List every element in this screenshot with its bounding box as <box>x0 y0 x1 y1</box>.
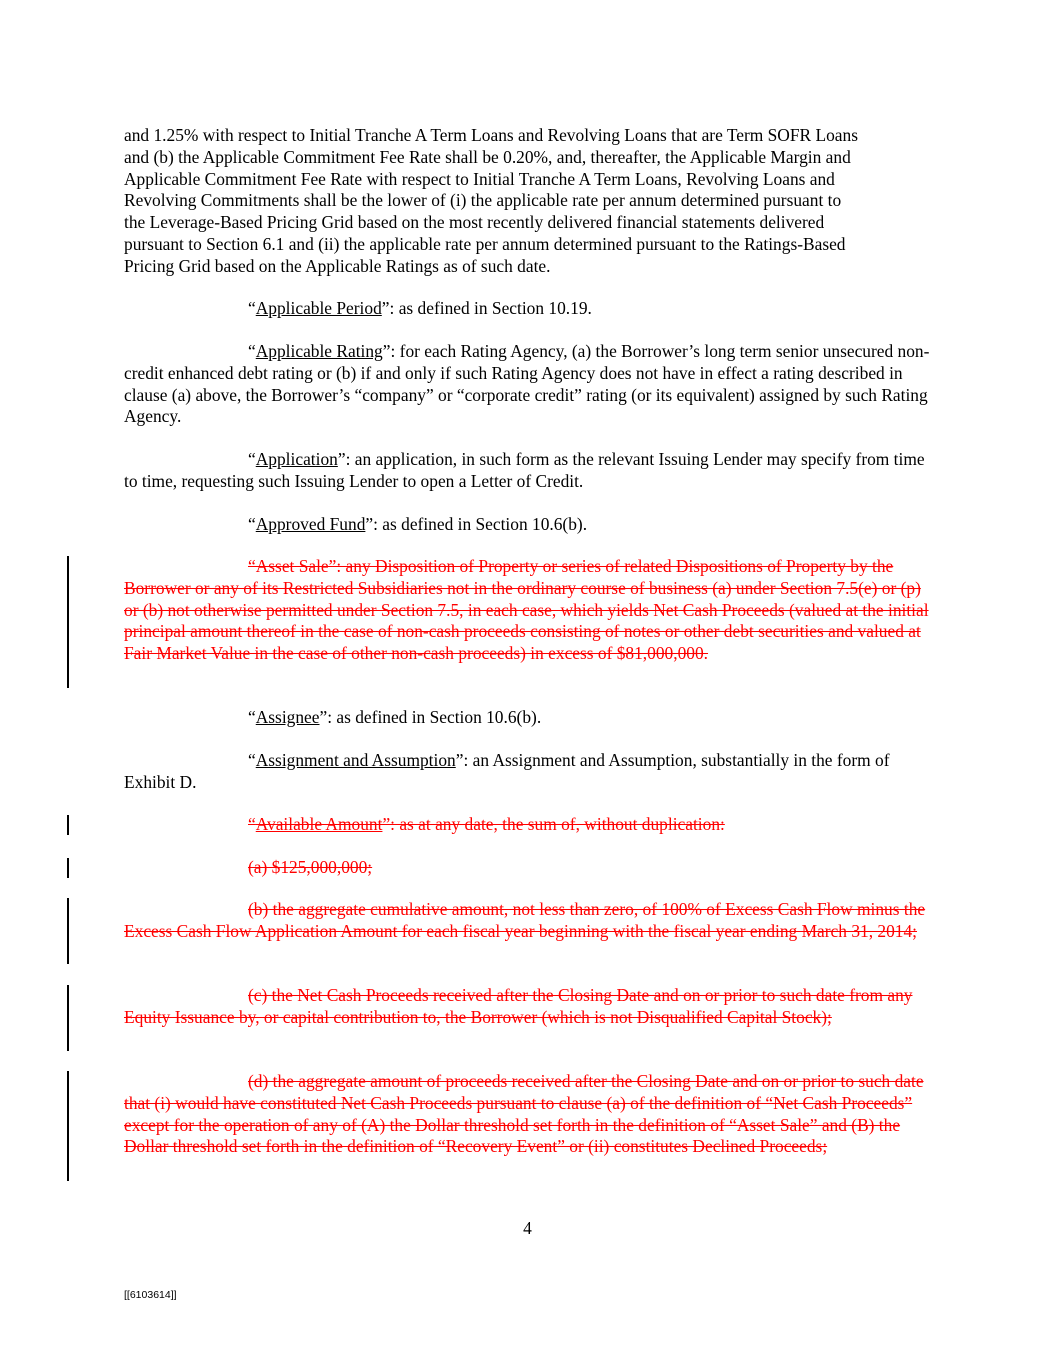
definition-approved-fund: “Approved Fund”: as defined in Section 10.6(b). <box>248 514 588 534</box>
page-number: 4 <box>523 1218 532 1238</box>
defined-term: Applicable Period <box>255 298 382 318</box>
definition-assignment-and-assumption: “Assignment and Assumption”: an Assignment and Assumption, substantially in the form of Exhibit D. <box>124 750 890 792</box>
change-bar-clause-b <box>67 898 69 964</box>
change-bar-available-amount <box>67 815 69 835</box>
defined-term: Approved Fund <box>255 514 366 534</box>
change-bar-clause-a <box>67 858 69 878</box>
clause-c-deleted: (c) the Net Cash Proceeds received after the Closing Date and on or prior to such date from any Equity Issuance by, or capital contribution to, the Borrower (which is not Disqualified Capital Stock); <box>124 985 913 1027</box>
intro-line: Applicable Commitment Fee Rate with respect to Initial Tranche A Term Loans, Revolving Loans and <box>124 168 835 189</box>
clause-d-deleted: (d) the aggregate amount of proceeds received after the Closing Date and on or prior to such date that (i) would have constituted Net Cash Proceeds pursuant to clause (a) of the definition of “Net Cash Proceeds” except for the operation of any of (A) the Dollar threshold set forth in the definition of “Asset Sale” and (B) the Dollar threshold set forth in the definition of “Recovery Event” or (ii) constitutes Declined Proceeds; <box>124 1071 924 1157</box>
defined-term: Assignment and Assumption <box>255 750 456 770</box>
change-bar-asset-sale <box>67 556 69 688</box>
definition-available-amount-deleted: “Available Amount”: as at any date, the sum of, without duplication: <box>248 814 725 834</box>
intro-line: Pricing Grid based on the Applicable Ratings as of such date. <box>124 255 551 276</box>
clause-a-deleted: (a) $125,000,000; <box>248 857 373 877</box>
intro-line: and 1.25% with respect to Initial Tranche A Term Loans and Revolving Loans that are Term SOFR Loans <box>124 125 858 145</box>
change-bar-clause-c <box>67 985 69 1051</box>
definition-applicable-rating: “Applicable Rating”: for each Rating Agency, (a) the Borrower’s long term senior unsecured non-credit enhanced debt rating or (b) if and only if such Rating Agency does not have in effect a rating described in clause (a) above, the Borrower’s “company” or “corporate credit” rating (or its equivalent) assigned by such Rating Agency. <box>124 341 930 427</box>
defined-term: Applicable Rating <box>255 341 383 361</box>
definition-asset-sale-deleted: “Asset Sale”: any Disposition of Property or series of related Dispositions of Property by the Borrower or any of its Restricted Subsidiaries not in the ordinary course of business (a) under Section 7.5(e) or (p) or (b) not otherwise permitted under Section 7.5, in each case, which yields Net Cash Proceeds (valued at the initial principal amount thereof in the case of non-cash proceeds consisting of notes or other debt securities and valued at Fair Market Value in the case of other non-cash proceeds) in excess of $81,000,000. <box>124 556 929 664</box>
defined-term: Application <box>255 449 338 469</box>
intro-line: pursuant to Section 6.1 and (ii) the applicable rate per annum determined pursuant to the Ratings-Based <box>124 233 846 254</box>
defined-term: Assignee <box>255 707 320 727</box>
document-id: [[6103614]] <box>124 1289 177 1301</box>
definition-assignee: “Assignee”: as defined in Section 10.6(b). <box>248 707 542 727</box>
intro-paragraph <box>124 125 938 278</box>
intro-line: the Leverage-Based Pricing Grid based on the most recently delivered financial statements delivered <box>124 212 825 233</box>
intro-line: and (b) the Applicable Commitment Fee Rate shall be 0.20%, and, thereafter, the Applicable Margin and <box>124 146 851 167</box>
intro-line: Revolving Commitments shall be the lower of (i) the applicable rate per annum determined pursuant to <box>124 190 842 211</box>
change-bar-clause-d <box>67 1071 69 1181</box>
clause-b-deleted: (b) the aggregate cumulative amount, not less than zero, of 100% of Excess Cash Flow minus the Excess Cash Flow Application Amount for each fiscal year beginning with the fiscal year ending March 31, 2014; <box>124 899 926 941</box>
defined-term: Available Amount <box>255 814 383 834</box>
definition-application: “Application”: an application, in such form as the relevant Issuing Lender may specify from time to time, requesting such Issuing Lender to open a Letter of Credit. <box>124 449 925 491</box>
definition-applicable-period: “Applicable Period”: as defined in Section 10.19. <box>248 298 592 318</box>
